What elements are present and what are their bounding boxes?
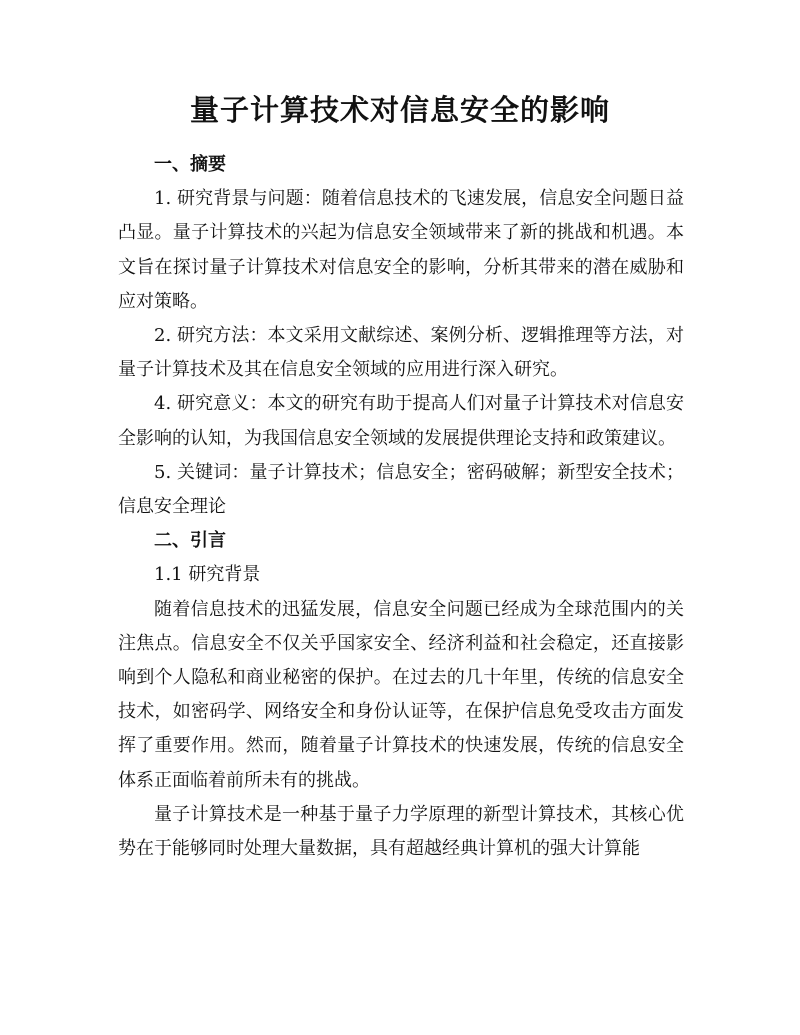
abstract-significance-paragraph: 4. 研究意义：本文的研究有助于提高人们对量子计算技术对信息安全影响的认知，为我国信息安全领域的发展提供理论支持和政策建议。: [118, 393, 684, 449]
section-heading-abstract: 一、摘要: [154, 154, 226, 175]
abstract-keywords-paragraph: 5. 关键词：量子计算技术；信息安全；密码破解；新型安全技术；信息安全理论: [118, 461, 684, 518]
document-body: [118, 148, 684, 866]
abstract-background-paragraph: 1. 研究背景与问题：随着信息技术的飞速发展，信息安全问题日益凸显。量子计算技术的兴起为信息安全领域带来了新的挑战和机遇。本文旨在探讨量子计算技术对信息安全的影响，分析其带来的潜在威胁和应对策略。: [118, 188, 684, 312]
section-heading-introduction: 二、引言: [154, 530, 226, 552]
subsection-heading-background: 1.1 研究背景: [154, 564, 261, 586]
intro-paragraph-2: 量子计算技术是一种基于量子力学原理的新型计算技术，其核心优势在于能够同时处理大量数据，具有超越经典计算机的强大计算能: [118, 803, 684, 860]
abstract-method-paragraph: 2. 研究方法：本文采用文献综述、案例分析、逻辑推理等方法，对量子计算技术及其在信息安全领域的应用进行深入研究。: [118, 325, 684, 381]
intro-paragraph-1: 随着信息技术的迅猛发展，信息安全问题已经成为全球范围内的关注焦点。信息安全不仅关乎国家安全、经济利益和社会稳定，还直接影响到个人隐私和商业秘密的保护。在过去的几十年里，传统的信息安全技术，如密码学、网络安全和身份认证等，在保护信息免受攻击方面发挥了重要作用。然而，随着量子计算技术的快速发展，传统的信息安全体系正面临着前所未有的挑战。: [118, 598, 684, 791]
document-title: 量子计算技术对信息安全的影响: [189, 93, 610, 127]
